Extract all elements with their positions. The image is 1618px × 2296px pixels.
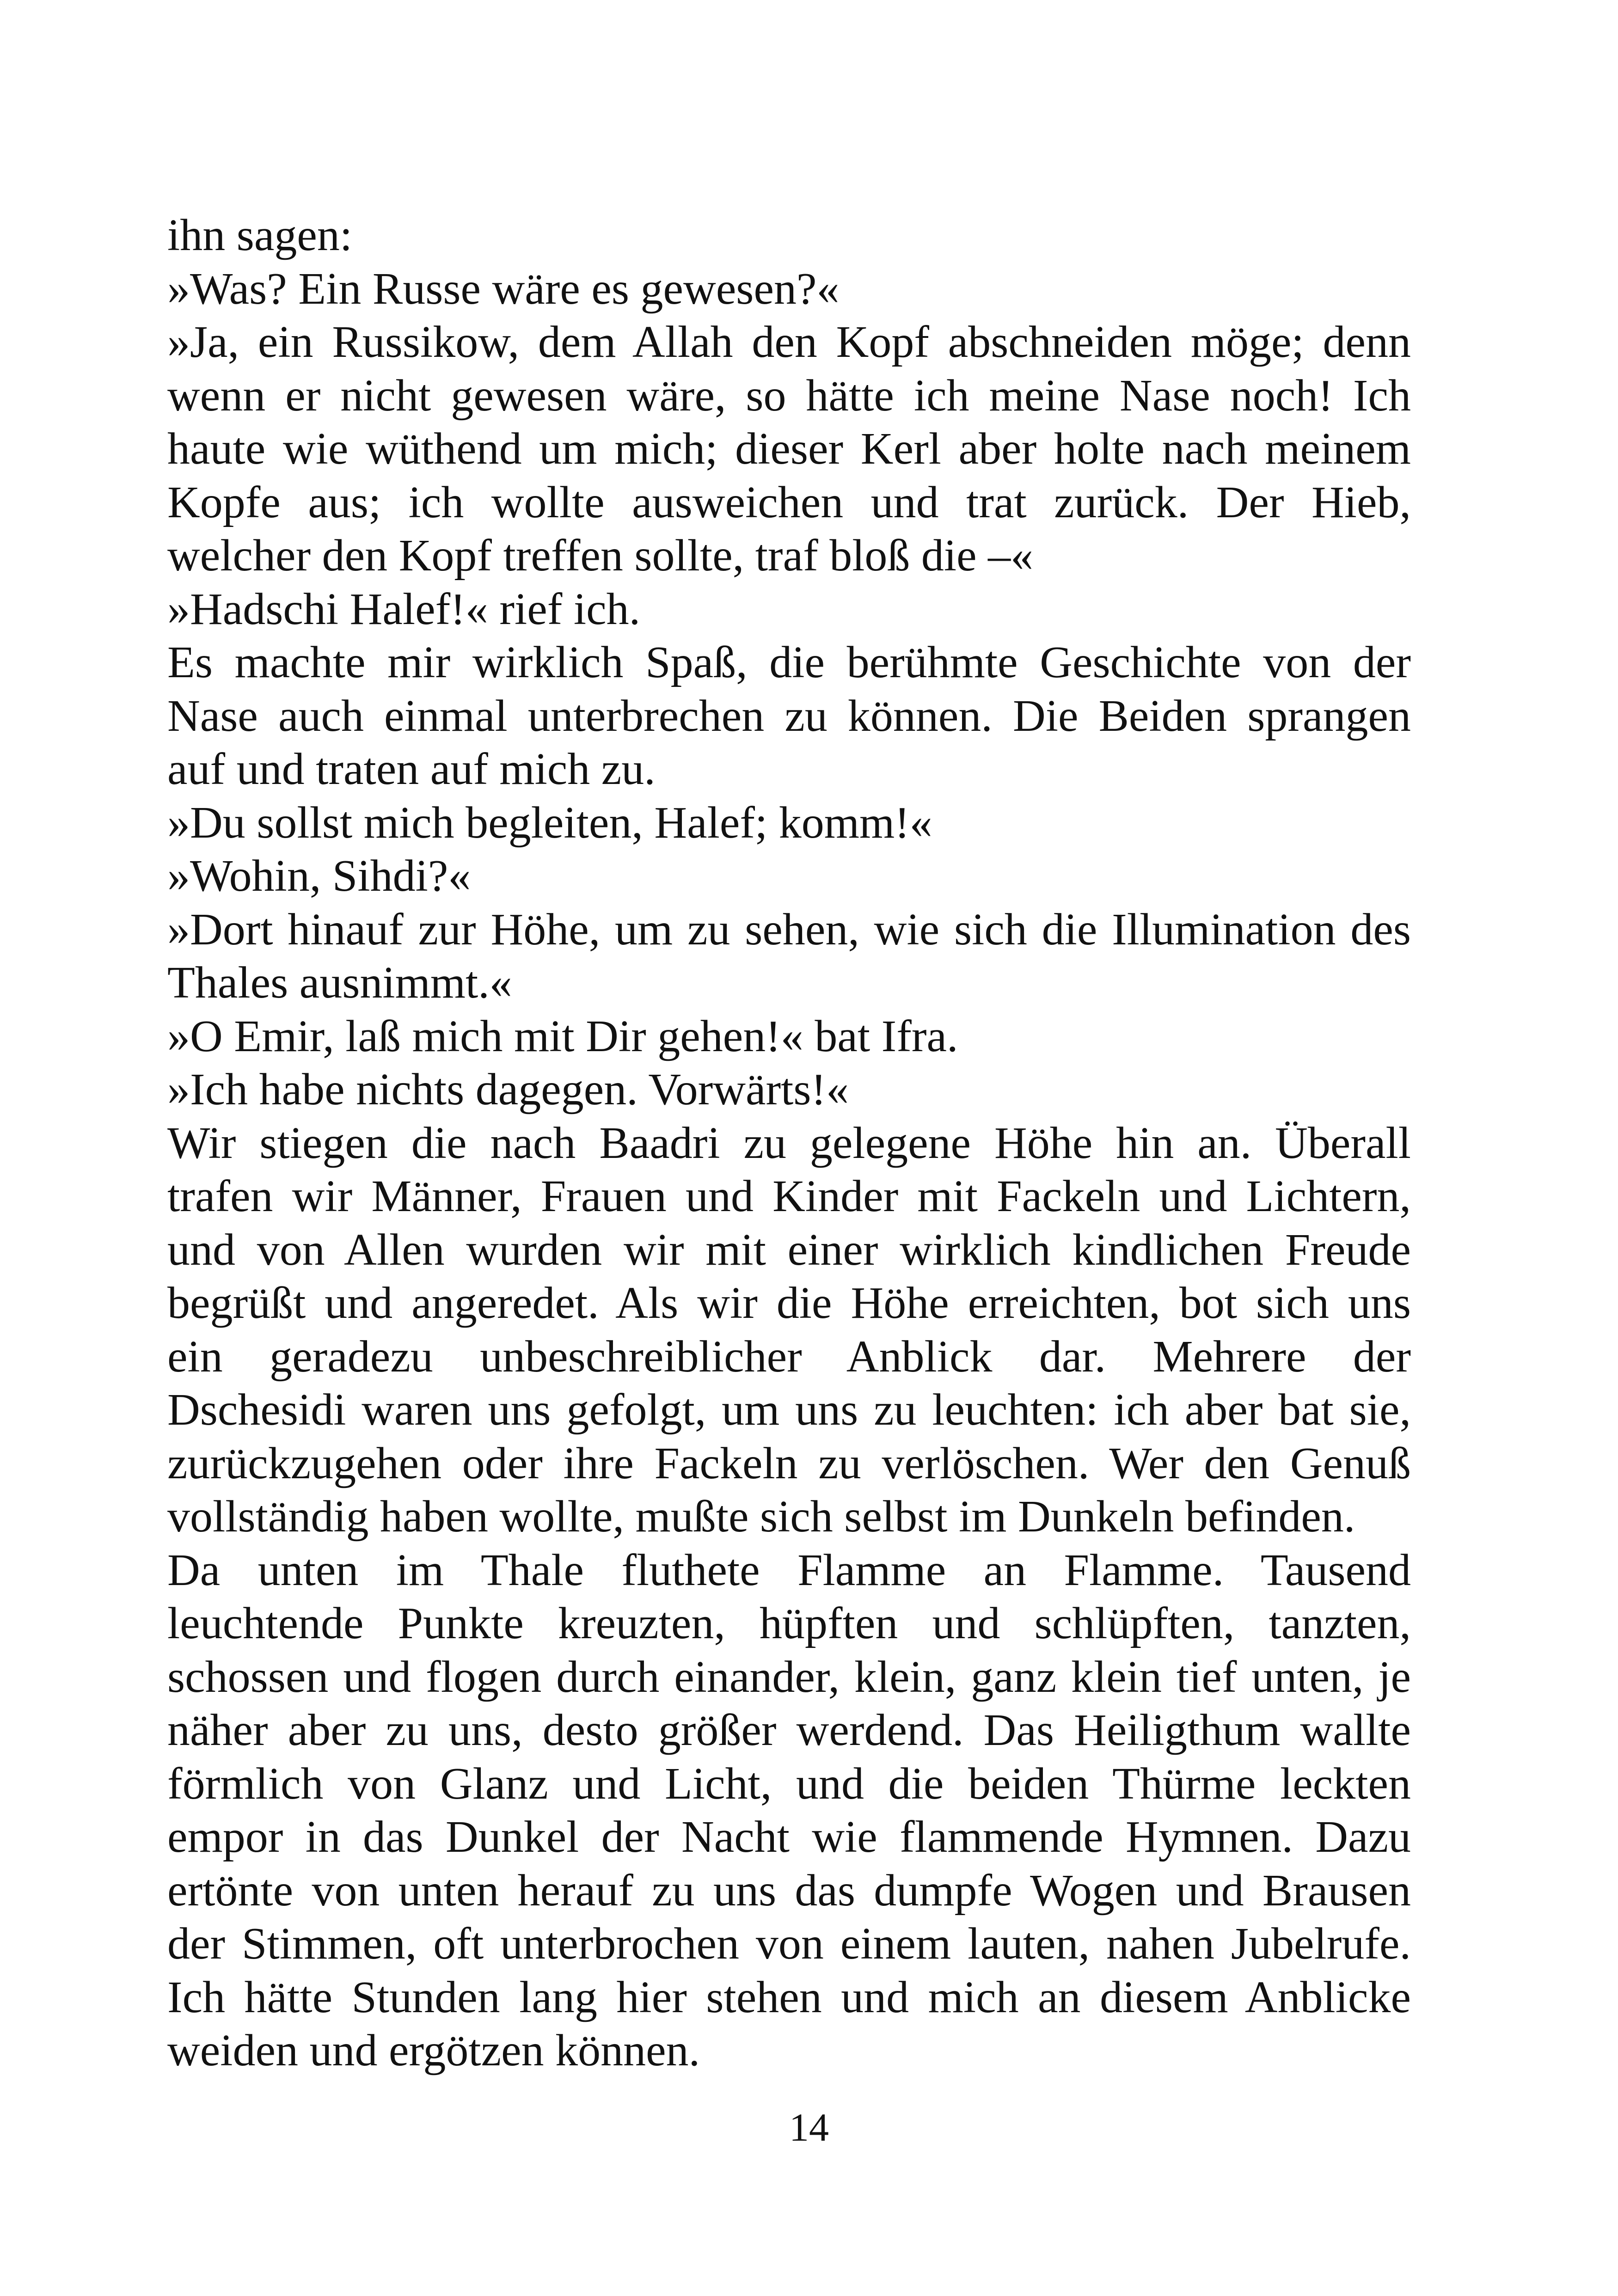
text-line: Wir stiegen die nach Baadri zu gelegene Höhe hin an. Überall	[167, 1118, 1411, 1168]
text-line: begrüßt und angeredet. Als wir die Höhe erreichten, bot sich uns	[167, 1278, 1411, 1328]
text-line: trafen wir Männer, Frauen und Kinder mit Fackeln und Lichtern,	[167, 1171, 1411, 1221]
text-line: ein geradezu unbeschreiblicher Anblick dar. Mehrere der	[167, 1331, 1411, 1382]
text-line: haute wie wüthend um mich; dieser Kerl aber holte nach meinem	[167, 424, 1411, 474]
text-line: förmlich von Glanz und Licht, und die beiden Thürme leckten	[167, 1758, 1411, 1809]
text-line: vollständig haben wollte, mußte sich selbst im Dunkeln befinden.	[167, 1492, 1355, 1542]
text-line: Es machte mir wirklich Spaß, die berühmte Geschichte von der	[167, 637, 1411, 687]
body-text	[167, 209, 1411, 2078]
text-line: welcher den Kopf treffen sollte, traf bloß die –«	[167, 531, 1034, 581]
text-line: der Stimmen, oft unterbrochen von einem lauten, nahen Jubelrufe.	[167, 1919, 1411, 1969]
text-line: ertönte von unten herauf zu uns das dumpfe Wogen und Brausen	[167, 1865, 1411, 1916]
text-line: »Dort hinauf zur Höhe, um zu sehen, wie sich die Illumination des	[167, 904, 1411, 955]
text-line: »Du sollst mich begleiten, Halef; komm!«	[167, 797, 932, 848]
page-number: 14	[789, 2105, 829, 2149]
text-line: schossen und flogen durch einander, klein, ganz klein tief unten, je	[167, 1652, 1411, 1702]
text-line: Nase auch einmal unterbrechen zu können. Die Beiden sprangen	[167, 691, 1411, 741]
text-line: Thales ausnimmt.«	[167, 958, 512, 1008]
text-line: leuchtende Punkte kreuzten, hüpften und schlüpften, tanzten,	[167, 1598, 1411, 1648]
text-line: auf und traten auf mich zu.	[167, 744, 656, 794]
text-line: »Ja, ein Russikow, dem Allah den Kopf abschneiden möge; denn	[167, 317, 1411, 367]
text-line: Kopfe aus; ich wollte ausweichen und trat zurück. Der Hieb,	[167, 477, 1411, 527]
text-line: wenn er nicht gewesen wäre, so hätte ich meine Nase noch! Ich	[167, 370, 1411, 421]
text-line: näher aber zu uns, desto größer werdend. Das Heiligthum wallte	[167, 1705, 1411, 1755]
text-line: »Hadschi Halef!« rief ich.	[167, 584, 641, 634]
text-line: Dschesidi waren uns gefolgt, um uns zu leuchten: ich aber bat sie,	[167, 1385, 1411, 1435]
text-line: und von Allen wurden wir mit einer wirklich kindlichen Freude	[167, 1225, 1411, 1275]
text-line: »Wohin, Sihdi?«	[167, 851, 471, 901]
text-line: empor in das Dunkel der Nacht wie flammende Hymnen. Dazu	[167, 1812, 1411, 1862]
text-line: ihn sagen:	[167, 210, 353, 260]
text-line: »O Emir, laß mich mit Dir gehen!« bat Ifra.	[167, 1011, 958, 1061]
text-line: »Was? Ein Russe wäre es gewesen?«	[167, 263, 840, 314]
text-line: Da unten im Thale fluthete Flamme an Flamme. Tausend	[167, 1545, 1411, 1595]
text-line: zurückzugehen oder ihre Fackeln zu verlöschen. Wer den Genuß	[167, 1438, 1411, 1488]
text-line: weiden und ergötzen können.	[167, 2026, 700, 2076]
text-line: Ich hätte Stunden lang hier stehen und mich an diesem Anblicke	[167, 1972, 1411, 2022]
text-line: »Ich habe nichts dagegen. Vorwärts!«	[167, 1065, 849, 1114]
